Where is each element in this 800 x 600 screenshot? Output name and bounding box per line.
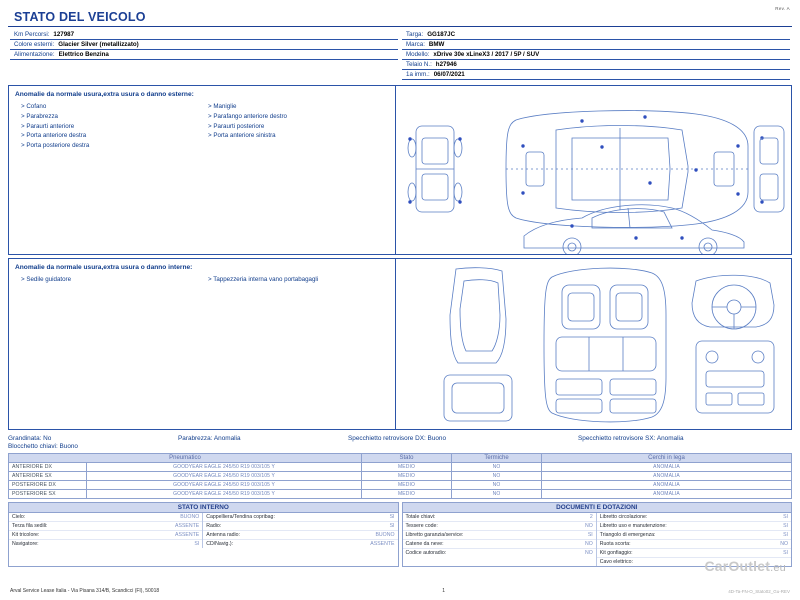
- list-item: Codice autoradio: NO: [405, 550, 593, 556]
- list-item: Radio: SI: [203, 522, 397, 531]
- condition-summary-row: [8, 435, 792, 442]
- tyre-stato: MEDIO: [362, 490, 452, 499]
- internal-anomalies-list: [9, 259, 396, 429]
- tyre-cerchi: ANOMALIA: [542, 472, 792, 481]
- header-field-prima-immatricolazione: 1a imm.: 06/07/2021: [406, 71, 465, 78]
- tyre-description: GOODYEAR EAGLE 245/50 R19 003/105 Y: [87, 481, 362, 490]
- table-row: [9, 481, 792, 490]
- bottom-panels: [8, 502, 792, 567]
- external-col-1: [15, 102, 202, 151]
- header-field-alimentazione: Alimentazione: Elettrico Benzina: [14, 51, 109, 58]
- tyre-stato: MEDIO: [362, 481, 452, 490]
- list-item: > Porta posteriore destra: [15, 141, 202, 151]
- column-header-pneumatico: Pneumatico: [9, 454, 362, 463]
- interior-left-column: [9, 513, 203, 548]
- external-anomalies-title: Anomalie da normale usura,extra usura o danno esterne:: [15, 91, 194, 98]
- list-item: Kit gonfiaggio: SI: [597, 549, 791, 558]
- external-anomalies-section: [8, 85, 792, 255]
- page-footer: [10, 588, 790, 594]
- list-item: > Sedile guidatore: [15, 275, 202, 285]
- list-item: Cappelliera/Tendina copribag: SI: [203, 513, 397, 522]
- documents-left-column: [403, 513, 597, 566]
- list-item: CD/Navig.): ASSENTE: [206, 541, 395, 547]
- external-anomalies-list: [9, 86, 396, 254]
- list-item: Tessere code: NO: [403, 522, 596, 531]
- grandinata-status: Grandinata: No: [8, 435, 52, 442]
- list-item: > Paraurti anteriore: [15, 122, 202, 132]
- revision-label: Rev. A: [775, 6, 790, 11]
- tyre-termiche: NO: [452, 481, 542, 490]
- list-item: > Paraurti posteriore: [202, 122, 389, 132]
- internal-anomalies-section: [8, 258, 792, 430]
- header-left-column: [8, 30, 400, 80]
- tyre-position: ANTERIORE DX: [9, 463, 87, 472]
- interior-status-panel: [8, 502, 399, 567]
- tyre-termiche: NO: [452, 472, 542, 481]
- title-rule: [8, 26, 792, 27]
- watermark: CarOutlet.eu: [704, 558, 786, 574]
- table-header-row: [9, 454, 792, 463]
- tyre-description: GOODYEAR EAGLE 245/50 R19 003/105 Y: [87, 490, 362, 499]
- column-header-stato: Stato: [362, 454, 452, 463]
- list-item: Antenna radio: BUONO: [203, 531, 397, 540]
- column-header-termiche: Termiche: [452, 454, 542, 463]
- divider: [402, 79, 790, 80]
- header-field-marca: Marca: BMW: [406, 41, 445, 48]
- table-row: [9, 472, 792, 481]
- page-title: STATO DEL VEICOLO: [14, 10, 146, 24]
- list-item: > Parafango anteriore destro: [202, 112, 389, 122]
- header-field-targa: Targa: GG187JC: [406, 31, 456, 38]
- internal-col-1: [15, 275, 202, 285]
- footer-form-code: 4D-Ta-FN-O_Stato02_Gu-REV: [728, 588, 790, 594]
- list-item: Triangolo di emergenza: SI: [597, 531, 791, 540]
- list-item: Totale chiavi: 2: [403, 513, 596, 522]
- list-item: Navigatore: SI: [12, 541, 200, 547]
- vehicle-header: [8, 30, 792, 80]
- header-field-km: Km Percorsi: 127987: [14, 31, 75, 38]
- list-item: > Porta anteriore destra: [15, 131, 202, 141]
- list-item: Libretto garanzia/service: SI: [403, 531, 596, 540]
- tyres-table: [8, 453, 792, 499]
- header-field-modello: Modello: xDrive 30e xLineX3 / 2017 / 5P / SUV: [406, 51, 540, 58]
- tyre-termiche: NO: [452, 463, 542, 472]
- internal-col-2: [202, 275, 389, 285]
- divider: [10, 59, 398, 60]
- documents-panel-title: DOCUMENTI E DOTAZIONI: [403, 503, 792, 513]
- table-row: [9, 490, 792, 499]
- list-item: Libretto uso e manutenzione: SI: [597, 522, 791, 531]
- external-col-2: [202, 102, 389, 151]
- header-field-telaio: Telaio N.: h27946: [406, 61, 457, 68]
- list-item: > Cofano: [15, 102, 202, 112]
- tyre-description: GOODYEAR EAGLE 245/50 R19 003/105 Y: [87, 472, 362, 481]
- list-item: > Porta anteriore sinistra: [202, 131, 389, 141]
- tyre-position: POSTERIORE SX: [9, 490, 87, 499]
- tyre-termiche: NO: [452, 490, 542, 499]
- tyre-position: ANTERIORE SX: [9, 472, 87, 481]
- list-item: Terza fila sedili: ASSENTE: [9, 522, 202, 531]
- list-item: Ruota scorta: NO: [597, 540, 791, 549]
- tyre-stato: MEDIO: [362, 472, 452, 481]
- mirror-dx-status: Specchietto retrovisore DX: Buono: [348, 435, 447, 442]
- tyre-description: GOODYEAR EAGLE 245/50 R19 003/105 Y: [87, 463, 362, 472]
- page-number: 1: [442, 588, 446, 594]
- list-item: Catene da neve: NO: [403, 540, 596, 549]
- column-header-cerchi: Cerchi in lega: [542, 454, 792, 463]
- footer-address: Arval Service Lease Italia - Via Pisana 314/B, Scandicci (FI), 50018: [10, 588, 160, 594]
- list-item: Cielo: BUONO: [9, 513, 202, 522]
- tyre-cerchi: ANOMALIA: [542, 490, 792, 499]
- list-item: Libretto circolazione: SI: [597, 513, 791, 522]
- tyre-cerchi: ANOMALIA: [542, 481, 792, 490]
- blocchetto-chiavi-status: Blocchetto chiavi: Buono: [8, 443, 78, 450]
- vehicle-exterior-diagram: [396, 86, 791, 254]
- internal-anomalies-title: Anomalie da normale usura,extra usura o danno interne:: [15, 264, 193, 271]
- header-right-column: [400, 30, 792, 80]
- tyre-cerchi: ANOMALIA: [542, 463, 792, 472]
- parabrezza-status: Parabrezza: Anomalia: [178, 435, 241, 442]
- interior-right-column: [203, 513, 397, 548]
- list-item: > Tappezzeria interna vano portabagagli: [202, 275, 389, 285]
- header-field-colore: Colore esterni: Glacier Silver (metallizzato): [14, 41, 139, 48]
- list-item: Kit tricolore: ASSENTE: [9, 531, 202, 540]
- interior-status-title: STATO INTERNO: [9, 503, 398, 513]
- list-item: Cavo elettrico:: [599, 559, 633, 565]
- list-item: > Maniglie: [202, 102, 389, 112]
- tyre-stato: MEDIO: [362, 463, 452, 472]
- list-item: > Parabrezza: [15, 112, 202, 122]
- table-row: [9, 463, 792, 472]
- mirror-sx-status: Specchietto retrovisore SX: Anomalia: [578, 435, 684, 442]
- vehicle-interior-diagram: [396, 259, 791, 429]
- tyre-position: POSTERIORE DX: [9, 481, 87, 490]
